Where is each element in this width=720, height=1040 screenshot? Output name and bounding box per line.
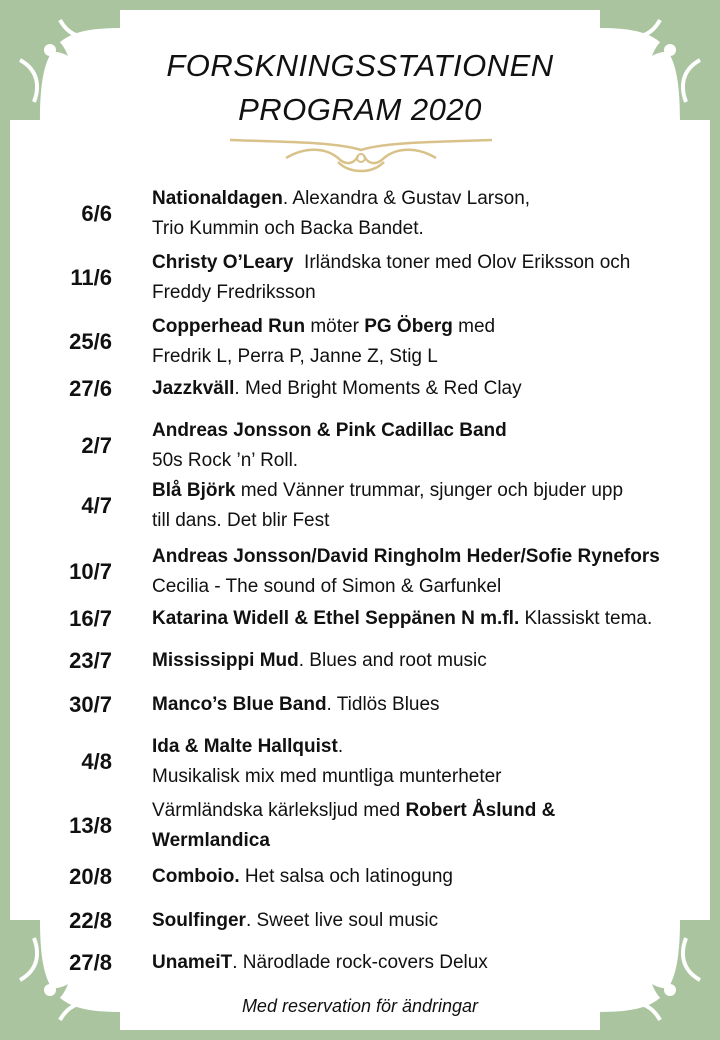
event-description-line xyxy=(152,312,718,342)
event-description-line xyxy=(152,862,718,892)
event-description xyxy=(152,796,718,856)
page-title: FORSKNINGSSTATIONEN xyxy=(166,48,554,83)
event-description xyxy=(152,374,718,404)
event-text: Irländska toner med Olov Eriksson och xyxy=(293,252,631,273)
event-date: 4/8 xyxy=(81,749,112,774)
event-text: Cecilia - The sound of Simon & Garfunkel xyxy=(152,576,502,597)
footer-note: Med reservation för ändringar xyxy=(241,996,479,1016)
event-performer: PG Öberg xyxy=(364,316,453,337)
event-description-line xyxy=(152,906,718,936)
event-performer: Nationaldagen xyxy=(152,188,283,209)
event-date: 2/7 xyxy=(81,433,112,458)
event-text: . Tidlös Blues xyxy=(326,694,440,715)
event-description-line xyxy=(152,214,718,244)
event-performer: Mississippi Mud xyxy=(152,650,299,671)
event-description-line xyxy=(152,506,718,536)
event-description-line xyxy=(152,374,718,404)
event-description-line xyxy=(152,278,718,308)
event-date: 11/6 xyxy=(70,265,112,290)
event-description-line xyxy=(152,342,718,372)
event-description xyxy=(152,416,718,476)
event-description-line xyxy=(152,646,718,676)
event-performer: Comboio. xyxy=(152,866,240,887)
event-description xyxy=(152,690,718,720)
event-description-line xyxy=(152,604,718,634)
event-date: 16/7 xyxy=(69,606,112,631)
event-text: . Blues and root music xyxy=(298,650,487,671)
event-description-line xyxy=(152,248,718,278)
event-text: . Sweet live soul music xyxy=(245,910,439,931)
event-text: med Vänner trummar, sjunger och bjuder upp xyxy=(235,480,624,501)
event-date: 13/8 xyxy=(69,813,112,838)
event-text: Fredrik L, Perra P, Janne Z, Stig L xyxy=(152,346,438,367)
event-text: möter xyxy=(305,316,365,337)
event-description xyxy=(152,862,718,892)
event-text: Het salsa och latinogung xyxy=(239,866,453,887)
event-date: 20/8 xyxy=(69,864,112,889)
event-performer: Ida & Malte Hallquist xyxy=(152,736,338,757)
event-description-line xyxy=(152,476,718,506)
event-description xyxy=(152,948,718,978)
event-description-line xyxy=(152,690,718,720)
event-description-line xyxy=(152,796,718,826)
event-text: med xyxy=(452,316,496,337)
event-date: 22/8 xyxy=(69,908,112,933)
event-performer: Robert Åslund & xyxy=(405,800,556,821)
event-description-line xyxy=(152,732,718,762)
event-date: 6/6 xyxy=(81,201,112,226)
event-text: Trio Kummin och Backa Bandet. xyxy=(152,218,424,239)
event-description xyxy=(152,604,718,634)
event-performer: Christy O’Leary xyxy=(152,252,294,273)
event-description-line xyxy=(152,542,718,572)
event-description xyxy=(152,312,718,372)
event-performer: Manco’s Blue Band xyxy=(152,694,327,715)
event-date: 27/6 xyxy=(69,376,112,401)
event-text: 50s Rock ’n’ Roll. xyxy=(152,450,299,471)
event-date: 27/8 xyxy=(69,950,112,975)
event-performer: Soulfinger xyxy=(152,910,246,931)
flourish-ornament-icon xyxy=(226,128,496,176)
event-description xyxy=(152,476,718,536)
event-performer: Andreas Jonsson/David Ringholm Heder/Sofie Rynefors xyxy=(152,546,660,567)
page-subtitle: PROGRAM 2020 xyxy=(238,92,482,127)
event-description-line xyxy=(152,572,718,602)
event-performer: UnameiT xyxy=(152,952,233,973)
event-text: Musikalisk mix med muntliga munterheter xyxy=(152,766,502,787)
event-text: . Med Bright Moments & Red Clay xyxy=(234,378,522,399)
event-description xyxy=(152,646,718,676)
event-text: Freddy Fredriksson xyxy=(152,282,316,303)
event-text: . Alexandra & Gustav Larson, xyxy=(282,188,531,209)
event-text: Värmländska kärleksljud med xyxy=(152,800,406,821)
event-performer: Copperhead Run xyxy=(152,316,306,337)
event-performer: Andreas Jonsson & Pink Cadillac Band xyxy=(152,420,507,441)
event-description-line xyxy=(152,948,718,978)
event-performer: Jazzkväll xyxy=(152,378,235,399)
event-text: . xyxy=(337,736,344,757)
event-description xyxy=(152,248,718,308)
event-performer: Katarina Widell & Ethel Seppänen N m.fl. xyxy=(152,608,520,629)
event-description-line xyxy=(152,416,718,446)
event-date: 25/6 xyxy=(69,329,112,354)
event-performer: Blå Björk xyxy=(152,480,236,501)
event-description xyxy=(152,906,718,936)
event-description xyxy=(152,542,718,602)
event-description-line xyxy=(152,826,718,856)
event-description-line xyxy=(152,762,718,792)
event-text: . Närodlade rock-covers Delux xyxy=(232,952,488,973)
event-date: 30/7 xyxy=(69,692,112,717)
event-text: Klassiskt tema. xyxy=(519,608,653,629)
event-date: 10/7 xyxy=(69,559,112,584)
event-description-line xyxy=(152,446,718,476)
event-description-line xyxy=(152,184,718,214)
event-date: 4/7 xyxy=(81,493,112,518)
event-performer: Wermlandica xyxy=(152,830,270,851)
event-date: 23/7 xyxy=(69,648,112,673)
event-description xyxy=(152,732,718,792)
event-text: till dans. Det blir Fest xyxy=(152,510,330,531)
event-description xyxy=(152,184,718,244)
